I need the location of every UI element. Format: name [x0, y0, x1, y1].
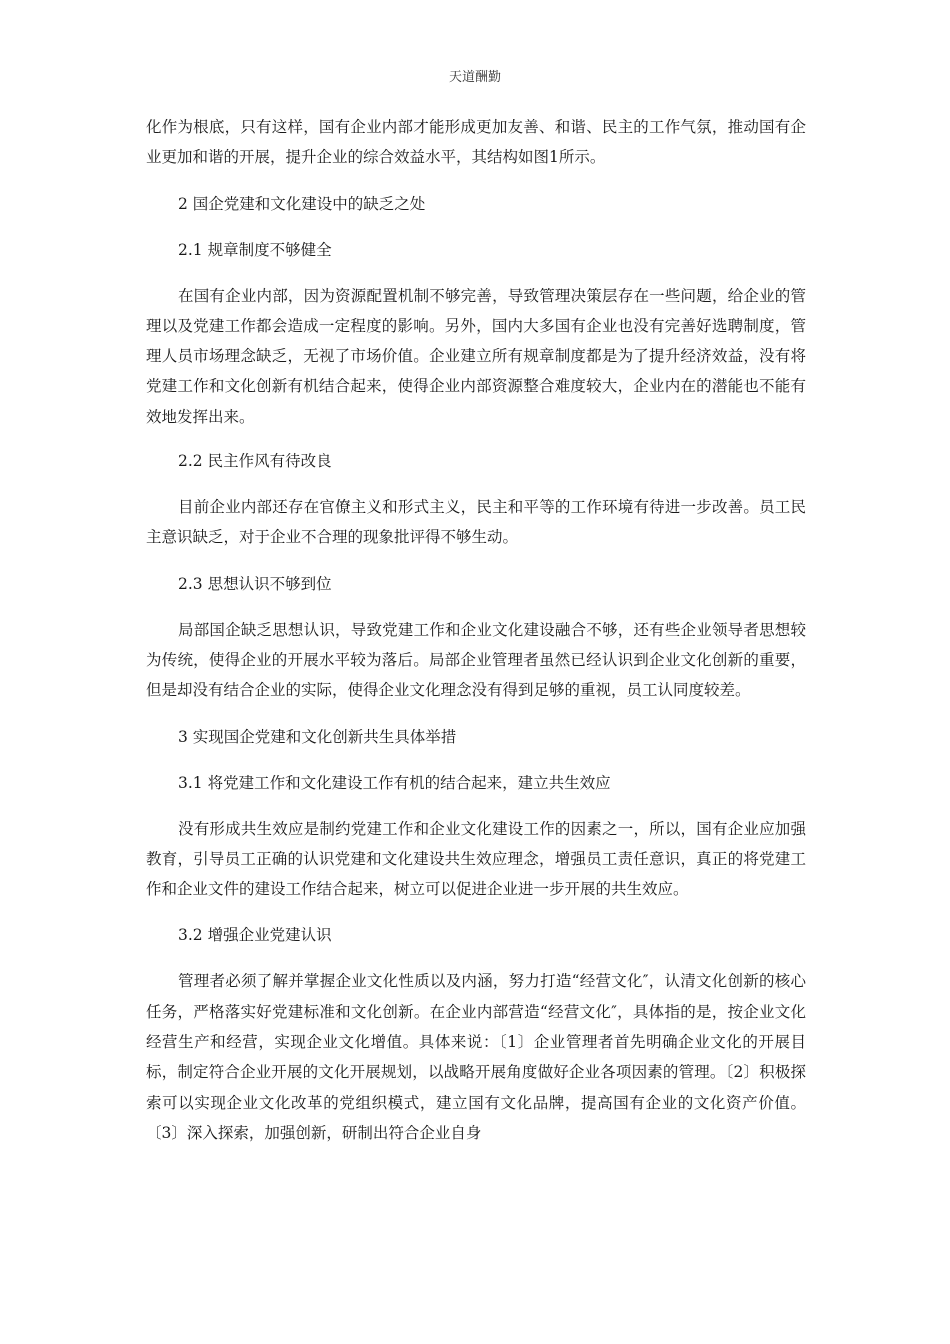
subsection-heading-2-3: 2.3 思想认识不够到位: [178, 574, 332, 593]
subsection-heading-3-1: 3.1 将党建工作和文化建设工作有机的结合起来，建立共生效应: [178, 773, 611, 792]
paragraph-2-2: 目前企业内部还存在官僚主义和形式主义，民主和平等的工作环境有待进一步改善。员工民主意识缺乏，对于企业不合理的现象批评得不够生动。: [146, 498, 806, 547]
paragraph-3-1: 没有形成共生效应是制约党建工作和企业文化建设工作的因素之一，所以，国有企业应加强教育，引导员工正确的认识党建和文化建设共生效应理念，增强员工责任意识，真正的将党建工作和企业文件的建设工作结合起来，树立可以促进企业进一步开展的共生效应。: [146, 819, 806, 899]
subsection-heading-2-2: 2.2 民主作风有待改良: [178, 452, 332, 471]
section-heading-3: 3 实现国企党建和文化创新共生具体举措: [178, 727, 457, 746]
paragraph-3-2: 管理者必须了解并掌握企业文化性质以及内涵，努力打造“经营文化″，认清文化创新的核心任务，严格落实好党建标准和文化创新。在企业内部营造“经营文化″，具体指的是，按企业文化经营生产和经营，实现企业文化增值。具体来说：〔1〕企业管理者首先明确企业文化的开展目标，制定符合企业开展的文化开展规划，以战略开展角度做好企业各项因素的管理。〔2〕积极探索可以实现企业文化改革的党组织模式，建立国有文化品牌，提高国有企业的文化资产价值。〔3〕深入探索，加强创新，研制出符合企业自身: [146, 972, 806, 1142]
paragraph-2-3: 局部国企缺乏思想认识，导致党建工作和企业文化建设融合不够，还有些企业领导者思想较为传统，使得企业的开展水平较为落后。局部企业管理者虽然已经认识到企业文化创新的重要，但是却没有结合企业的实际，使得企业文化理念没有得到足够的重视，员工认同度较差。: [146, 620, 806, 700]
paragraph-continued: 化作为根底，只有这样，国有企业内部才能形成更加友善、和谐、民主的工作气氛，推动国有企业更加和谐的开展，提升企业的综合效益水平，其结构如图1所示。: [146, 118, 806, 167]
subsection-heading-3-2: 3.2 增强企业党建认识: [178, 926, 332, 945]
section-heading-2: 2 国企党建和文化建设中的缺乏之处: [178, 194, 426, 213]
page-header: 天道酬勤: [448, 70, 501, 85]
subsection-heading-2-1: 2.1 规章制度不够健全: [178, 240, 332, 259]
document-body: [146, 112, 806, 1148]
paragraph-2-1: 在国有企业内部，因为资源配置机制不够完善，导致管理决策层存在一些问题，给企业的管理以及党建工作都会造成一定程度的影响。另外，国内大多国有企业也没有完善好选聘制度，管理人员市场理念缺乏，无视了市场价值。企业建立所有规章制度都是为了提升经济效益，没有将党建工作和文化创新有机结合起来，使得企业内部资源整合难度较大，企业内在的潜能也不能有效地发挥出来。: [146, 286, 806, 426]
